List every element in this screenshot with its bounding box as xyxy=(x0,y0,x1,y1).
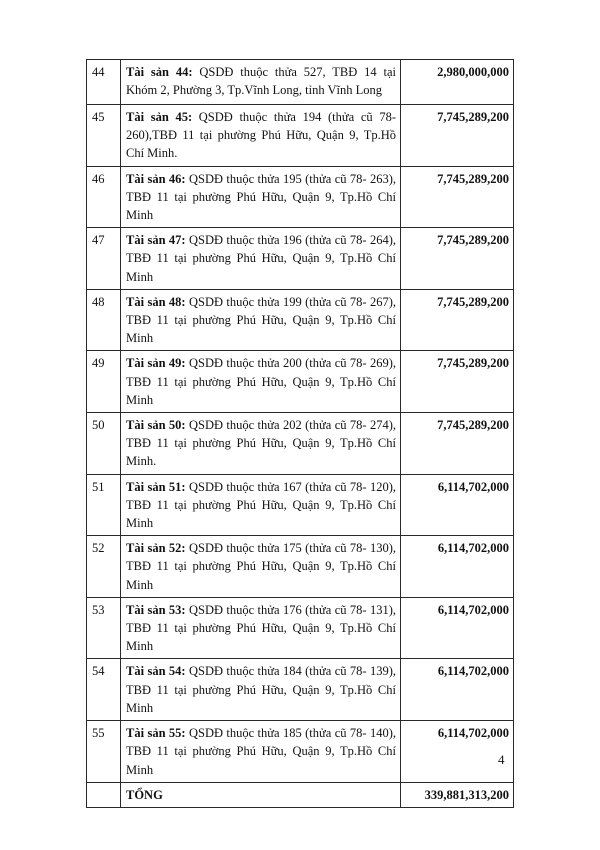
asset-label: Tài sản 54: xyxy=(126,664,186,679)
asset-label: Tài sản 55: xyxy=(126,726,186,741)
asset-label: Tài sản 47: xyxy=(126,233,186,248)
row-number: 45 xyxy=(87,105,121,167)
total-row xyxy=(87,782,514,807)
asset-description-cell xyxy=(121,166,401,228)
table-row xyxy=(87,413,514,475)
page-number: 4 xyxy=(498,752,505,767)
asset-label: Tài sản 53: xyxy=(126,602,186,617)
table-row xyxy=(87,351,514,413)
asset-description: QSDĐ thuộc thửa 176 (thửa cũ 78- 131), TBĐ 11 tại phường Phú Hữu, Quận 9, Tp.Hồ Chí Minh xyxy=(126,602,396,654)
asset-description-cell xyxy=(121,105,401,167)
asset-label: Tài sản 52: xyxy=(126,541,186,556)
asset-description-cell xyxy=(121,659,401,721)
row-number: 53 xyxy=(87,597,121,659)
asset-description-cell xyxy=(121,228,401,290)
total-empty-cell xyxy=(87,782,121,807)
asset-description-cell xyxy=(121,474,401,536)
asset-value: 7,745,289,200 xyxy=(401,228,514,290)
asset-description-cell xyxy=(121,721,401,783)
asset-label: Tài sản 44: xyxy=(126,65,193,79)
asset-description: QSDĐ thuộc thửa 202 (thửa cũ 78- 274), TBĐ 11 tại phường Phú Hữu, Quận 9, Tp.Hồ Chí Minh. xyxy=(126,418,396,469)
asset-value: 7,745,289,200 xyxy=(401,413,514,475)
asset-description: QSDĐ thuộc thửa 194 (thửa cũ 78-260),TBĐ 11 tại phường Phú Hữu, Quận 9, Tp.Hồ Chí Minh. xyxy=(126,110,396,161)
asset-description: QSDĐ thuộc thửa 199 (thửa cũ 78- 267), TBĐ 11 tại phường Phú Hữu, Quận 9, Tp.Hồ Chí Minh xyxy=(126,294,396,346)
table-row xyxy=(87,105,514,167)
table-row xyxy=(87,60,514,105)
row-number: 54 xyxy=(87,659,121,721)
asset-value: 6,114,702,000 xyxy=(401,597,514,659)
total-label: TỔNG xyxy=(121,782,401,807)
asset-value: 6,114,702,000 xyxy=(401,536,514,598)
asset-description: QSDĐ thuộc thửa 195 (thửa cũ 78- 263), TBĐ 11 tại phường Phú Hữu, Quận 9, Tp.Hồ Chí Minh xyxy=(126,171,396,223)
row-number: 52 xyxy=(87,536,121,598)
asset-value: 6,114,702,000 xyxy=(401,659,514,721)
asset-value: 2,980,000,000 xyxy=(401,60,514,105)
table-row xyxy=(87,228,514,290)
asset-label: Tài sản 49: xyxy=(126,356,186,371)
table-row xyxy=(87,289,514,351)
asset-value: 6,114,702,000 xyxy=(401,474,514,536)
row-number: 55 xyxy=(87,721,121,783)
asset-value: 6,114,702,000 xyxy=(401,721,514,783)
table-row xyxy=(87,474,514,536)
asset-value: 7,745,289,200 xyxy=(401,351,514,413)
asset-label: Tài sản 46: xyxy=(126,171,186,186)
asset-description-cell xyxy=(121,289,401,351)
row-number: 50 xyxy=(87,413,121,475)
asset-label: Tài sản 50: xyxy=(126,418,186,433)
asset-value: 7,745,289,200 xyxy=(401,105,514,167)
table-row xyxy=(87,536,514,598)
asset-description-cell xyxy=(121,413,401,475)
asset-description-cell xyxy=(121,351,401,413)
table-row xyxy=(87,166,514,228)
row-number: 44 xyxy=(87,60,121,105)
row-number: 46 xyxy=(87,166,121,228)
asset-label: Tài sản 45: xyxy=(126,110,193,124)
row-number: 49 xyxy=(87,351,121,413)
asset-description: QSDĐ thuộc thửa 200 (thửa cũ 78- 269), TBĐ 11 tại phường Phú Hữu, Quận 9, Tp.Hồ Chí Minh xyxy=(126,356,396,407)
row-number: 48 xyxy=(87,289,121,351)
table-row xyxy=(87,597,514,659)
asset-label: Tài sản 51: xyxy=(126,479,186,494)
asset-label: Tài sản 48: xyxy=(126,294,186,309)
asset-description: QSDĐ thuộc thửa 167 (thửa cũ 78- 120), TBĐ 11 tại phường Phú Hữu, Quận 9, Tp.Hồ Chí Minh xyxy=(126,479,396,531)
asset-description: QSDĐ thuộc thửa 175 (thửa cũ 78- 130), TBĐ 11 tại phường Phú Hữu, Quận 9, Tp.Hồ Chí Minh xyxy=(126,541,396,592)
asset-value: 7,745,289,200 xyxy=(401,289,514,351)
asset-description-cell xyxy=(121,597,401,659)
asset-table xyxy=(86,59,514,808)
asset-description: QSDĐ thuộc thửa 185 (thửa cũ 78- 140), TBĐ 11 tại phường Phú Hữu, Quận 9, Tp.Hồ Chí Minh xyxy=(126,726,396,777)
table-row xyxy=(87,659,514,721)
asset-description: QSDĐ thuộc thửa 527, TBĐ 14 tại Khóm 2, Phường 3, Tp.Vĩnh Long, tỉnh Vĩnh Long xyxy=(126,65,397,98)
asset-description-cell xyxy=(121,536,401,598)
row-number: 51 xyxy=(87,474,121,536)
asset-description: QSDĐ thuộc thửa 184 (thửa cũ 78- 139), TBĐ 11 tại phường Phú Hữu, Quận 9, Tp.Hồ Chí Minh xyxy=(126,664,396,715)
total-value: 339,881,313,200 xyxy=(401,782,514,807)
row-number: 47 xyxy=(87,228,121,290)
asset-description-cell xyxy=(121,60,401,105)
table-row xyxy=(87,721,514,783)
asset-table-body xyxy=(87,60,514,808)
asset-value: 7,745,289,200 xyxy=(401,166,514,228)
asset-description: QSDĐ thuộc thửa 196 (thửa cũ 78- 264), TBĐ 11 tại phường Phú Hữu, Quận 9, Tp.Hồ Chí Minh xyxy=(126,233,396,284)
